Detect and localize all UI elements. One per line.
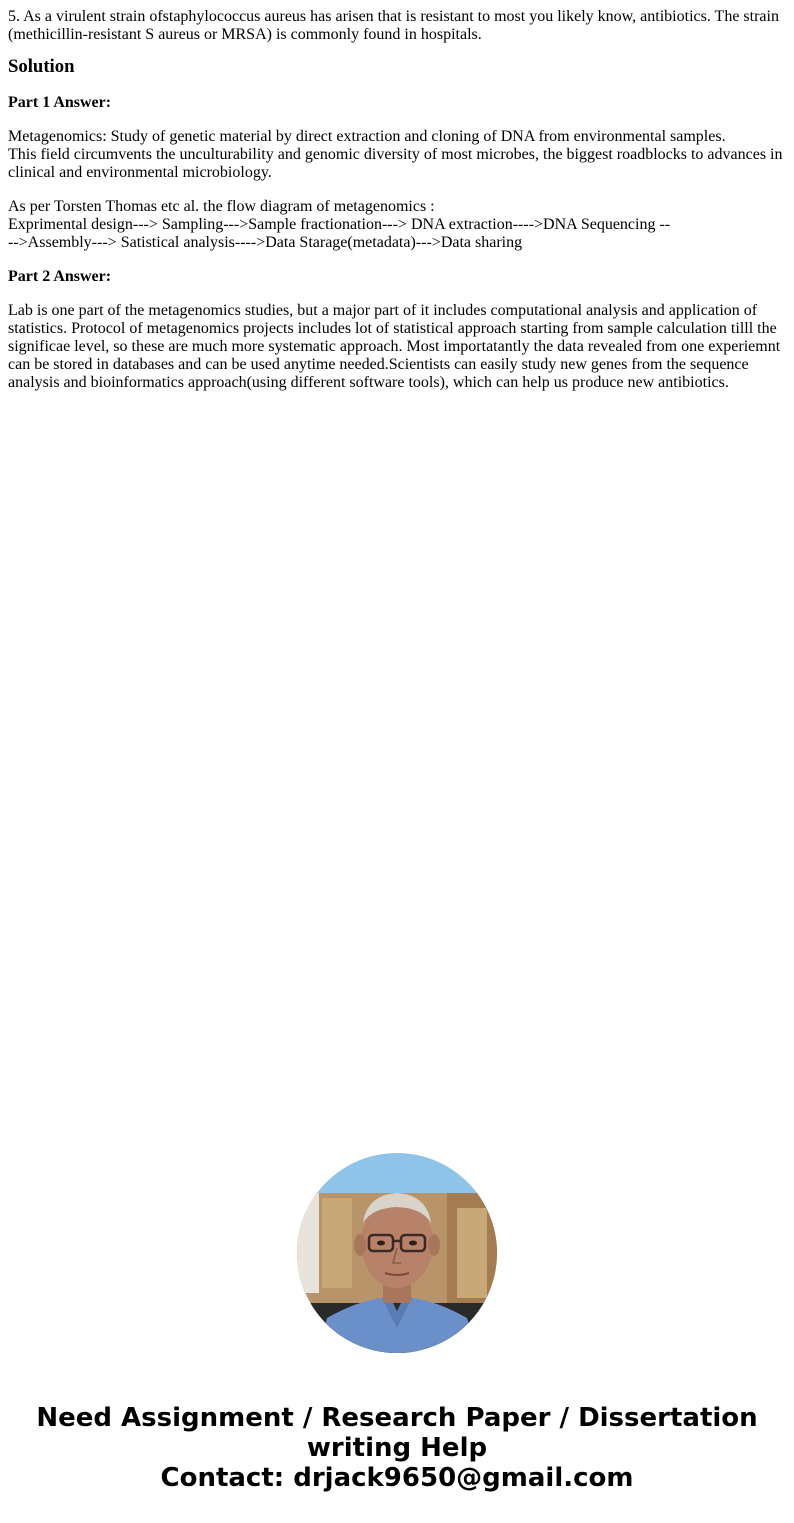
promo-contact: Contact: drjack9650@gmail.com xyxy=(160,1463,634,1493)
solution-heading: Solution xyxy=(8,56,75,77)
flow-line-2: -->Assembly---> Satistical analysis---->Data Starage(metadata)--->Data sharing xyxy=(8,234,523,251)
question-text: 5. As a virulent strain ofstaphylococcus aureus has arisen that is resistant to most you likely know, antibiotics. The strain (methicillin-resistant S aureus or MRSA) is commonly found in hospitals. xyxy=(8,8,779,43)
part1-flow xyxy=(8,198,786,252)
part2-heading: Part 2 Answer: xyxy=(8,268,112,285)
document-body xyxy=(8,8,786,408)
flow-intro: As per Torsten Thomas etc al. the flow diagram of metagenomics : xyxy=(8,198,435,215)
definition-line-1: Metagenomics: Study of genetic material by direct extraction and cloning of DNA from environmental samples. xyxy=(8,128,726,145)
avatar-portrait-image xyxy=(297,1153,497,1353)
author-avatar xyxy=(297,1153,497,1353)
part1-definition xyxy=(8,128,786,182)
promo-line-2: writing Help xyxy=(306,1433,488,1463)
part2-text: Lab is one part of the metagenomics studies, but a major part of it includes computational analysis and application of statistics. Protocol of metagenomics projects includes lot of statistical approach starting from sample calculation tilll the significae level, so these are much more systematic approach. Most importatantly the data revealed from one experiemnt can be stored in databases and can be used anytime needed.Scientists can easily study new genes from the sequence analysis and bioinformatics approach(using different software tools), which can help us produce new antibiotics. xyxy=(8,302,781,391)
promo-line-1: Need Assignment / Research Paper / Dissertation xyxy=(36,1403,758,1433)
promo-banner xyxy=(0,1403,794,1493)
part1-heading: Part 1 Answer: xyxy=(8,94,112,111)
flow-line-1: Exprimental design---> Sampling--->Sample fractionation---> DNA extraction---->DNA Sequencing -- xyxy=(8,216,671,233)
definition-line-2: This field circumvents the unculturability and genomic diversity of most microbes, the biggest roadblocks to advances in clinical and environmental microbiology. xyxy=(8,146,783,181)
